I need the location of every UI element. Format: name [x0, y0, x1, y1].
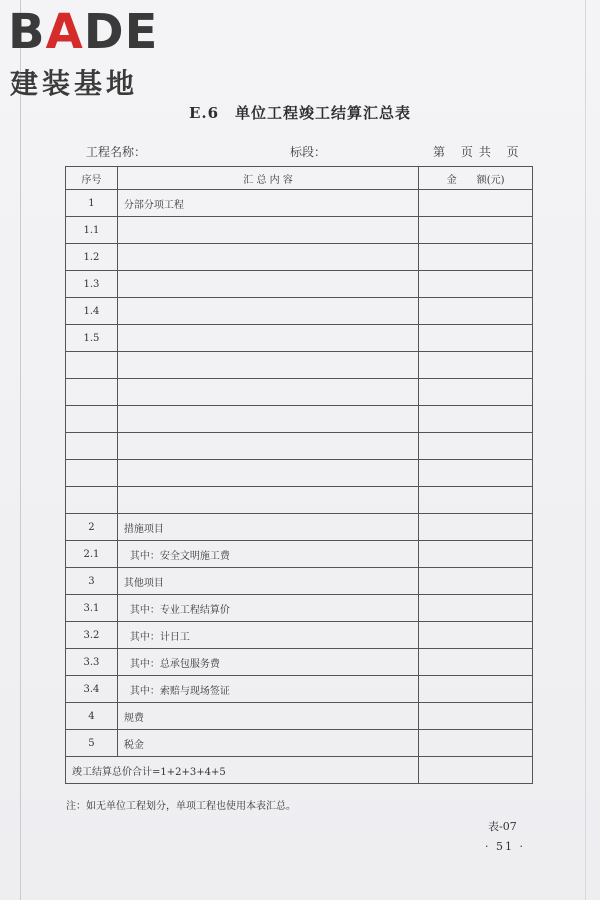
row-amount-cell[interactable]: [419, 352, 533, 379]
total-label: 竣工结算总价合计=1+2+3+4+5: [66, 757, 419, 784]
row-content: [117, 379, 418, 406]
table-row: [66, 190, 533, 217]
row-number: 1.4: [66, 298, 118, 325]
header-amount: 金 额(元): [419, 167, 533, 190]
table-row: [66, 325, 533, 352]
row-number: 1.1: [66, 217, 118, 244]
table-row: [66, 352, 533, 379]
row-number: 3.1: [66, 595, 118, 622]
row-content: [117, 352, 418, 379]
row-amount-cell[interactable]: [419, 217, 533, 244]
row-amount-cell[interactable]: [419, 244, 533, 271]
total-amount-cell[interactable]: [419, 757, 533, 784]
row-content: 其中：总承包服务费: [117, 649, 418, 676]
logo-letter-b: B: [8, 4, 46, 60]
row-content: 其中：专业工程结算价: [117, 595, 418, 622]
page-title: E.6 单位工程竣工结算汇总表: [188, 104, 412, 122]
table-row: [66, 433, 533, 460]
table-row: [66, 568, 533, 595]
row-content: [117, 217, 418, 244]
row-number: 3.2: [66, 622, 118, 649]
row-number: [66, 379, 118, 406]
table-row: [66, 406, 533, 433]
table-row: [66, 649, 533, 676]
brand-logo: [8, 4, 180, 104]
row-content: [117, 298, 418, 325]
row-amount-cell[interactable]: [419, 622, 533, 649]
row-amount-cell[interactable]: [419, 676, 533, 703]
table-row: [66, 487, 533, 514]
logo-letters-de: DE: [83, 4, 159, 60]
row-content: 其中：索赔与现场签证: [117, 676, 418, 703]
table-row: [66, 730, 533, 757]
row-number: 1: [66, 190, 118, 217]
row-amount-cell[interactable]: [419, 568, 533, 595]
row-amount-cell[interactable]: [419, 730, 533, 757]
row-number: 1.3: [66, 271, 118, 298]
row-number: 1.5: [66, 325, 118, 352]
row-amount-cell[interactable]: [419, 406, 533, 433]
row-amount-cell[interactable]: [419, 271, 533, 298]
header-content: 汇 总 内 容: [117, 167, 418, 190]
logo-subtitle: 建装基地: [10, 67, 139, 100]
section-label: 标段：: [290, 145, 327, 159]
row-number: 5: [66, 730, 118, 757]
row-content: 其中：计日工: [117, 622, 418, 649]
page-count-label: 第 页共 页: [433, 145, 525, 159]
table-row: [66, 271, 533, 298]
row-amount-cell[interactable]: [419, 433, 533, 460]
row-content: [117, 433, 418, 460]
table-row: [66, 298, 533, 325]
row-content: [117, 271, 418, 298]
table-row: [66, 595, 533, 622]
table-row: [66, 622, 533, 649]
row-number: 3.3: [66, 649, 118, 676]
table-row: [66, 379, 533, 406]
table-row: [66, 460, 533, 487]
table-header-row: [66, 167, 533, 190]
row-number: [66, 406, 118, 433]
row-content: [117, 325, 418, 352]
row-number: 1.2: [66, 244, 118, 271]
row-number: 3: [66, 568, 118, 595]
row-content: [117, 244, 418, 271]
logo-wordmark: [8, 4, 159, 60]
row-amount-cell[interactable]: [419, 487, 533, 514]
table-row: [66, 514, 533, 541]
row-content: [117, 406, 418, 433]
form-code: 表-07: [488, 820, 517, 833]
row-content: 规费: [117, 703, 418, 730]
row-number: [66, 433, 118, 460]
row-content: [117, 487, 418, 514]
row-amount-cell[interactable]: [419, 649, 533, 676]
row-amount-cell[interactable]: [419, 190, 533, 217]
table-row: [66, 244, 533, 271]
total-row: [66, 757, 533, 784]
project-name-label: 工程名称：: [86, 145, 147, 159]
table-row: [66, 676, 533, 703]
row-number: 3.4: [66, 676, 118, 703]
header-no: 序号: [66, 167, 118, 190]
page-edge: [585, 0, 586, 900]
row-content: 税金: [117, 730, 418, 757]
row-number: 2: [66, 514, 118, 541]
row-number: [66, 460, 118, 487]
page-number: · 51 ·: [485, 840, 525, 853]
row-amount-cell[interactable]: [419, 514, 533, 541]
row-content: [117, 460, 418, 487]
footnote: 注：如无单位工程划分，单项工程也使用本表汇总。: [66, 801, 296, 812]
row-content: 其中：安全文明施工费: [117, 541, 418, 568]
row-number: 4: [66, 703, 118, 730]
row-number: 2.1: [66, 541, 118, 568]
summary-table: [65, 166, 533, 784]
table-row: [66, 541, 533, 568]
table-row: [66, 217, 533, 244]
table-row: [66, 703, 533, 730]
row-number: [66, 352, 118, 379]
row-amount-cell[interactable]: [419, 298, 533, 325]
binding-line: [20, 0, 21, 900]
row-amount-cell[interactable]: [419, 379, 533, 406]
row-amount-cell[interactable]: [419, 460, 533, 487]
row-amount-cell[interactable]: [419, 595, 533, 622]
logo-letter-a: A: [45, 4, 84, 60]
row-content: 分部分项工程: [117, 190, 418, 217]
row-amount-cell[interactable]: [419, 541, 533, 568]
row-content: 其他项目: [117, 568, 418, 595]
row-number: [66, 487, 118, 514]
row-amount-cell[interactable]: [419, 703, 533, 730]
row-amount-cell[interactable]: [419, 325, 533, 352]
row-content: 措施项目: [117, 514, 418, 541]
